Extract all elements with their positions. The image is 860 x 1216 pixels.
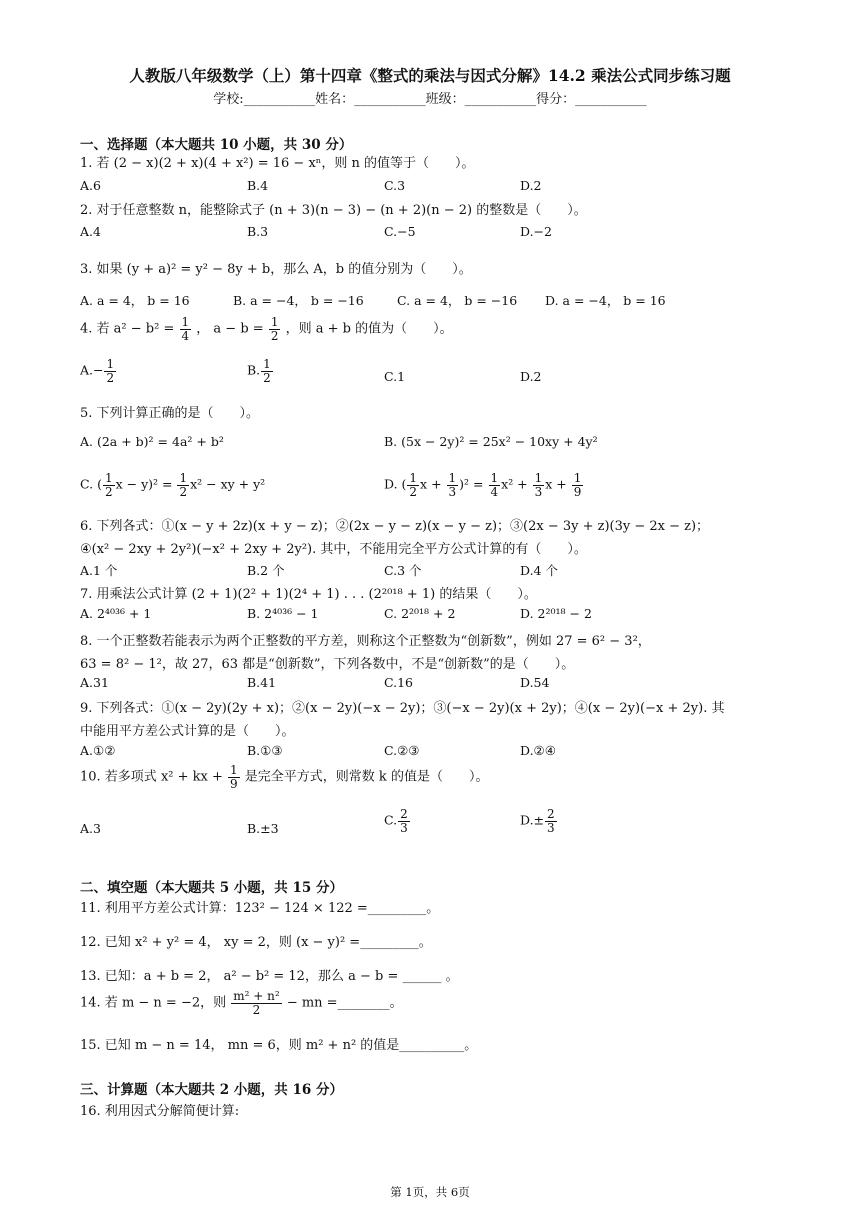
question-14 — [80, 990, 403, 1016]
question-9-option-d: D.②④ — [520, 743, 556, 758]
question-3-option-c: C. a = 4， b = −16 — [397, 293, 518, 308]
question-3-option-b: B. a = −4， b = −16 — [233, 293, 364, 308]
section-heading-choice: 一、选择题（本大题共 10 小题，共 30 分） — [80, 137, 353, 153]
question-7-option-a: A. 2⁴⁰³⁶ + 1 — [80, 606, 152, 621]
question-6-stem-line-1: 6. 下列各式：①(x − y + 2z)(x + y − z)；②(2x − y − z)(x − y − z)；③(2x − 3y + z)(3y − 2x − z)； — [80, 519, 710, 534]
question-10-stem — [80, 764, 488, 790]
question-4-text-3: ，则 a + b 的值为（ ）。 — [285, 321, 453, 337]
question-1-option-b: B.4 — [247, 178, 269, 193]
question-2-option-d: D.−2 — [520, 224, 552, 239]
question-6-option-a: A.1 个 — [80, 563, 118, 578]
student-info-line: 学校:___________姓名：___________班级：___________得分：___________ — [213, 92, 647, 107]
question-9-option-c: C.②③ — [384, 743, 420, 758]
question-8-option-b: B.41 — [247, 675, 277, 690]
question-14-text-1: 14. 若 m − n = −2，则 — [80, 995, 227, 1011]
question-5-option-b: B. (5x − 2y)² = 25x² − 10xy + 4y² — [384, 434, 598, 449]
question-7-option-c: C. 2²⁰¹⁸ + 2 — [384, 606, 456, 621]
question-4-option-c: C.1 — [384, 369, 406, 384]
fraction: $\frac{1}{9}$ — [230, 763, 238, 791]
question-5-stem: 5. 下列计算正确的是（ ）。 — [80, 406, 260, 421]
question-16: 16. 利用因式分解简便计算: — [80, 1104, 240, 1119]
question-5-option-d: D. ( $\frac{1}{2}$ x + $\frac{1}{3}$ )² = $\frac{1}{4}$ x² + $\frac{1}{3}$ x + $\frac{1}{9}$ — [384, 471, 582, 499]
page-footer: 第 1页，共 6页 — [390, 1185, 470, 1199]
question-2-option-b: B.3 — [247, 224, 269, 239]
question-9-stem-line-1: 9. 下列各式：①(x − 2y)(2y + x)；②(x − 2y)(−x − 2y)；③(−x − 2y)(x + 2y)；④(x − 2y)(−x + 2y). 其 — [80, 701, 725, 716]
question-4-text-1: 4. 若 a² − b² = — [80, 321, 175, 337]
question-6-option-c: C.3 个 — [384, 563, 422, 578]
fraction: $\frac{\text{m² + n²}}{2}$ — [233, 989, 280, 1017]
question-12: 12. 已知 x² + y² = 4， xy = 2，则 (x − y)² =_________。 — [80, 935, 432, 950]
section-heading-fill: 二、填空题（本大题共 5 小题，共 15 分） — [80, 880, 343, 896]
question-9-stem-line-2: 中能用平方差公式计算的是（ ）。 — [80, 724, 295, 739]
question-10-option-b: B.±3 — [247, 821, 279, 836]
question-13: 13. 已知：a + b = 2， a² − b² = 12，那么 a − b = ______ 。 — [80, 969, 459, 984]
question-3-option-a: A. a = 4， b = 16 — [80, 293, 190, 308]
section-heading-calc: 三、计算题（本大题共 2 小题，共 16 分） — [80, 1082, 343, 1098]
question-2-option-a: A.4 — [80, 224, 101, 239]
question-1-option-a: A.6 — [80, 178, 101, 193]
question-7-option-b: B. 2⁴⁰³⁶ − 1 — [247, 606, 319, 621]
question-1-option-d: D.2 — [520, 178, 542, 193]
question-8-option-a: A.31 — [80, 675, 109, 690]
question-9-option-a: A.①② — [80, 743, 116, 758]
question-2-option-c: C.−5 — [384, 224, 416, 239]
page-title: 人教版八年级数学（上）第十四章《整式的乘法与因式分解》14.2 乘法公式同步练习题 — [129, 66, 731, 85]
question-6-option-b: B.2 个 — [247, 563, 285, 578]
question-4-option-d: D.2 — [520, 369, 542, 384]
question-6-stem-line-2: ④(x² − 2xy + 2y²)(−x² + 2xy + 2y²). 其中，不能用完全平方公式计算的有（ ）。 — [80, 542, 587, 557]
question-5-option-a: A. (2a + b)² = 4a² + b² — [80, 434, 224, 449]
question-8-stem-line-2: 63 = 8² − 1²，故 27，63 都是“创新数”，下列各数中，不是“创新数”的是（ ）。 — [80, 657, 575, 672]
question-10-option-a: A.3 — [80, 821, 101, 836]
question-10-option-d: D.± $\frac{2}{3}$ — [520, 807, 555, 835]
question-7-option-d: D. 2²⁰¹⁸ − 2 — [520, 606, 592, 621]
question-4-option-a: A.− $\frac{1}{2}$ — [80, 357, 115, 385]
question-5-option-c: C. ( $\frac{1}{2}$ x − y)² = $\frac{1}{2}$ x² − xy + y² — [80, 471, 266, 499]
question-10-text-2: 是完全平方式，则常数 k 的值是（ ）。 — [244, 769, 489, 785]
question-8-option-c: C.16 — [384, 675, 413, 690]
question-14-text-2: − mn =________。 — [286, 995, 403, 1011]
question-3-stem: 3. 如果 (y + a)² = y² − 8y + b，那么 A，b 的值分别为（ ）。 — [80, 262, 472, 277]
question-4-option-b: B. $\frac{1}{2}$ — [247, 357, 271, 385]
question-6-option-d: D.4 个 — [520, 563, 558, 578]
question-11: 11. 利用平方差公式计算：123² − 124 × 122 =_________。 — [80, 901, 440, 916]
fraction: $\frac{1}{2}$ — [270, 315, 279, 343]
question-4-stem — [80, 316, 453, 342]
question-4-text-2: ， a − b = — [196, 321, 264, 337]
question-8-option-d: D.54 — [520, 675, 550, 690]
question-9-option-b: B.①③ — [247, 743, 283, 758]
question-10-option-c: C. $\frac{2}{3}$ — [384, 807, 408, 835]
question-1-option-c: C.3 — [384, 178, 406, 193]
question-3-option-d: D. a = −4， b = 16 — [545, 293, 666, 308]
question-1-stem: 1. 若 (2 − x)(2 + x)(4 + x²) = 16 − xⁿ，则 n 的值等于（ ）。 — [80, 156, 475, 171]
question-10-text-1: 10. 若多项式 x² + kx + — [80, 769, 223, 785]
fraction: $\frac{1}{4}$ — [181, 315, 190, 343]
question-15: 15. 已知 m − n = 14， mn = 6，则 m² + n² 的值是__________。 — [80, 1038, 478, 1053]
question-8-stem-line-1: 8. 一个正整数若能表示为两个正整数的平方差，则称这个正整数为“创新数”，例如 27 = 6² − 3²， — [80, 634, 651, 649]
question-7-stem: 7. 用乘法公式计算 (2 + 1)(2² + 1)(2⁴ + 1) . . . (2²⁰¹⁸ + 1) 的结果（ ）。 — [80, 587, 537, 602]
question-2-stem: 2. 对于任意整数 n，能整除式子 (n + 3)(n − 3) − (n + 2)(n − 2) 的整数是（ ）。 — [80, 203, 587, 218]
